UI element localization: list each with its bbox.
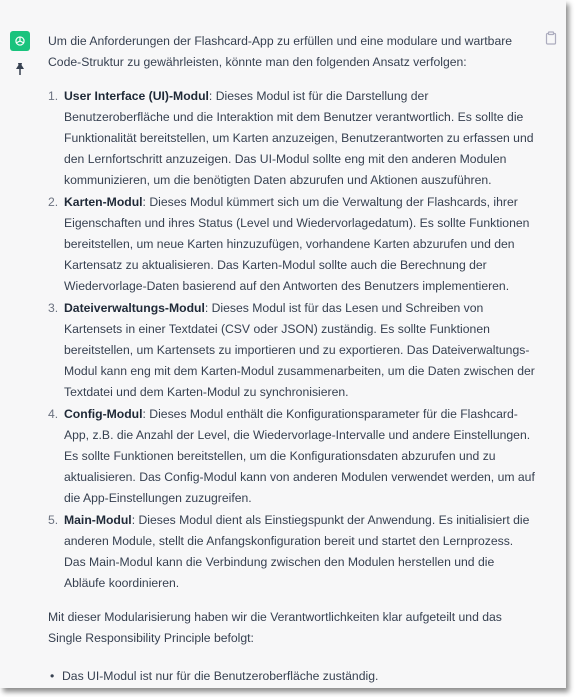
bullet-item bbox=[48, 666, 536, 687]
module-title: User Interface (UI)-Modul bbox=[64, 89, 209, 103]
list-item-config-modul bbox=[48, 404, 536, 509]
module-description: : Dieses Modul kümmert sich um die Verwaltung der Flashcards, ihrer Eigenschaften und ihres Status (Level und Wiedervorlagedatum). Es sollte Funktionen bereitstellen, um neue Karten hinzuzufügen, vorhandene Karten abzurufen und den Kartensatz zu aktualisieren. Das Karten-Modul sollte auch die Berechnung der Wiedervorlage-Daten basierend auf den Antworten des Benutzers implementieren. bbox=[64, 195, 530, 293]
module-title: Karten-Modul bbox=[64, 195, 143, 209]
list-item-ui-modul bbox=[48, 86, 536, 191]
outro-paragraph: Mit dieser Modularisierung haben wir die Verantwortlichkeiten klar aufgeteilt und das Single Responsibility Principle befolgt: bbox=[48, 610, 502, 645]
list-number: 5. bbox=[48, 513, 59, 527]
module-title: Dateiverwaltungs-Modul bbox=[64, 301, 205, 315]
list-item-dateiverwaltungs-modul bbox=[48, 298, 536, 403]
module-description: : Dieses Modul dient als Einstiegspunkt der Anwendung. Es initialisiert die anderen Module, stellt die Anfangskonfiguration bereit und startet den Lernprozess. Das Main-Modul kann die Verbindung zwischen den Modulen herstellen und die Abläufe koordinieren. bbox=[64, 513, 530, 590]
module-description: : Dieses Modul ist für das Lesen und Schreiben von Kartensets in einer Textdatei (CSV oder JSON) zuständig. Es sollte Funktionen bereitstellen, um Kartensets zu importieren und zu exportieren. Das Dateiverwaltungs-Modul kann eng mit dem Karten-Modul zusammenarbeiten, um die Daten zwischen der Textdatei und dem Karten-Modul zu synchronisieren. bbox=[64, 301, 535, 399]
message-content bbox=[48, 31, 536, 687]
bullet-text: Das UI-Modul ist nur für die Benutzeroberfläche zuständig. bbox=[62, 669, 379, 683]
list-number: 2. bbox=[48, 195, 59, 209]
openai-logo-icon bbox=[10, 31, 30, 51]
module-title: Main-Modul bbox=[64, 513, 132, 527]
list-number: 4. bbox=[48, 407, 59, 421]
bullet-list bbox=[48, 666, 536, 687]
module-list bbox=[48, 86, 536, 594]
list-number: 1. bbox=[48, 89, 59, 103]
list-item-karten-modul bbox=[48, 192, 536, 297]
pin-icon[interactable] bbox=[11, 60, 29, 78]
clipboard-icon[interactable] bbox=[544, 31, 558, 45]
list-number: 3. bbox=[48, 301, 59, 315]
list-item-main-modul bbox=[48, 510, 536, 594]
intro-paragraph: Um die Anforderungen der Flashcard-App zu erfüllen und eine modulare und wartbare Code-Struktur zu gewährleisten, könnte man den folgenden Ansatz verfolgen: bbox=[48, 34, 513, 69]
module-description: : Dieses Modul enthält die Konfigurationsparameter für die Flashcard-App, z.B. die Anzahl der Level, die Wiedervorlage-Intervalle und andere Einstellungen. Es sollte Funktionen bereitstellen, um die Konfigurationsdaten abzurufen und zu aktualisieren. Das Config-Modul kann von anderen Modulen verwendet werden, um auf die App-Einstellungen zuzugreifen. bbox=[64, 407, 535, 505]
module-description: : Dieses Modul ist für die Darstellung der Benutzeroberfläche und die Interaktion mit dem Benutzer verantwortlich. Es sollte die Funktionalität bereitstellen, um Karten anzuzeigen, Benutzerantworten zu erfassen und den Lernfortschritt anzuzeigen. Das UI-Modul sollte eng mit den anderen Modulen kommunizieren, um die benötigten Daten abzurufen und Aktionen auszuführen. bbox=[64, 89, 534, 187]
bullet-marker: • bbox=[50, 669, 55, 683]
module-title: Config-Modul bbox=[64, 407, 143, 421]
